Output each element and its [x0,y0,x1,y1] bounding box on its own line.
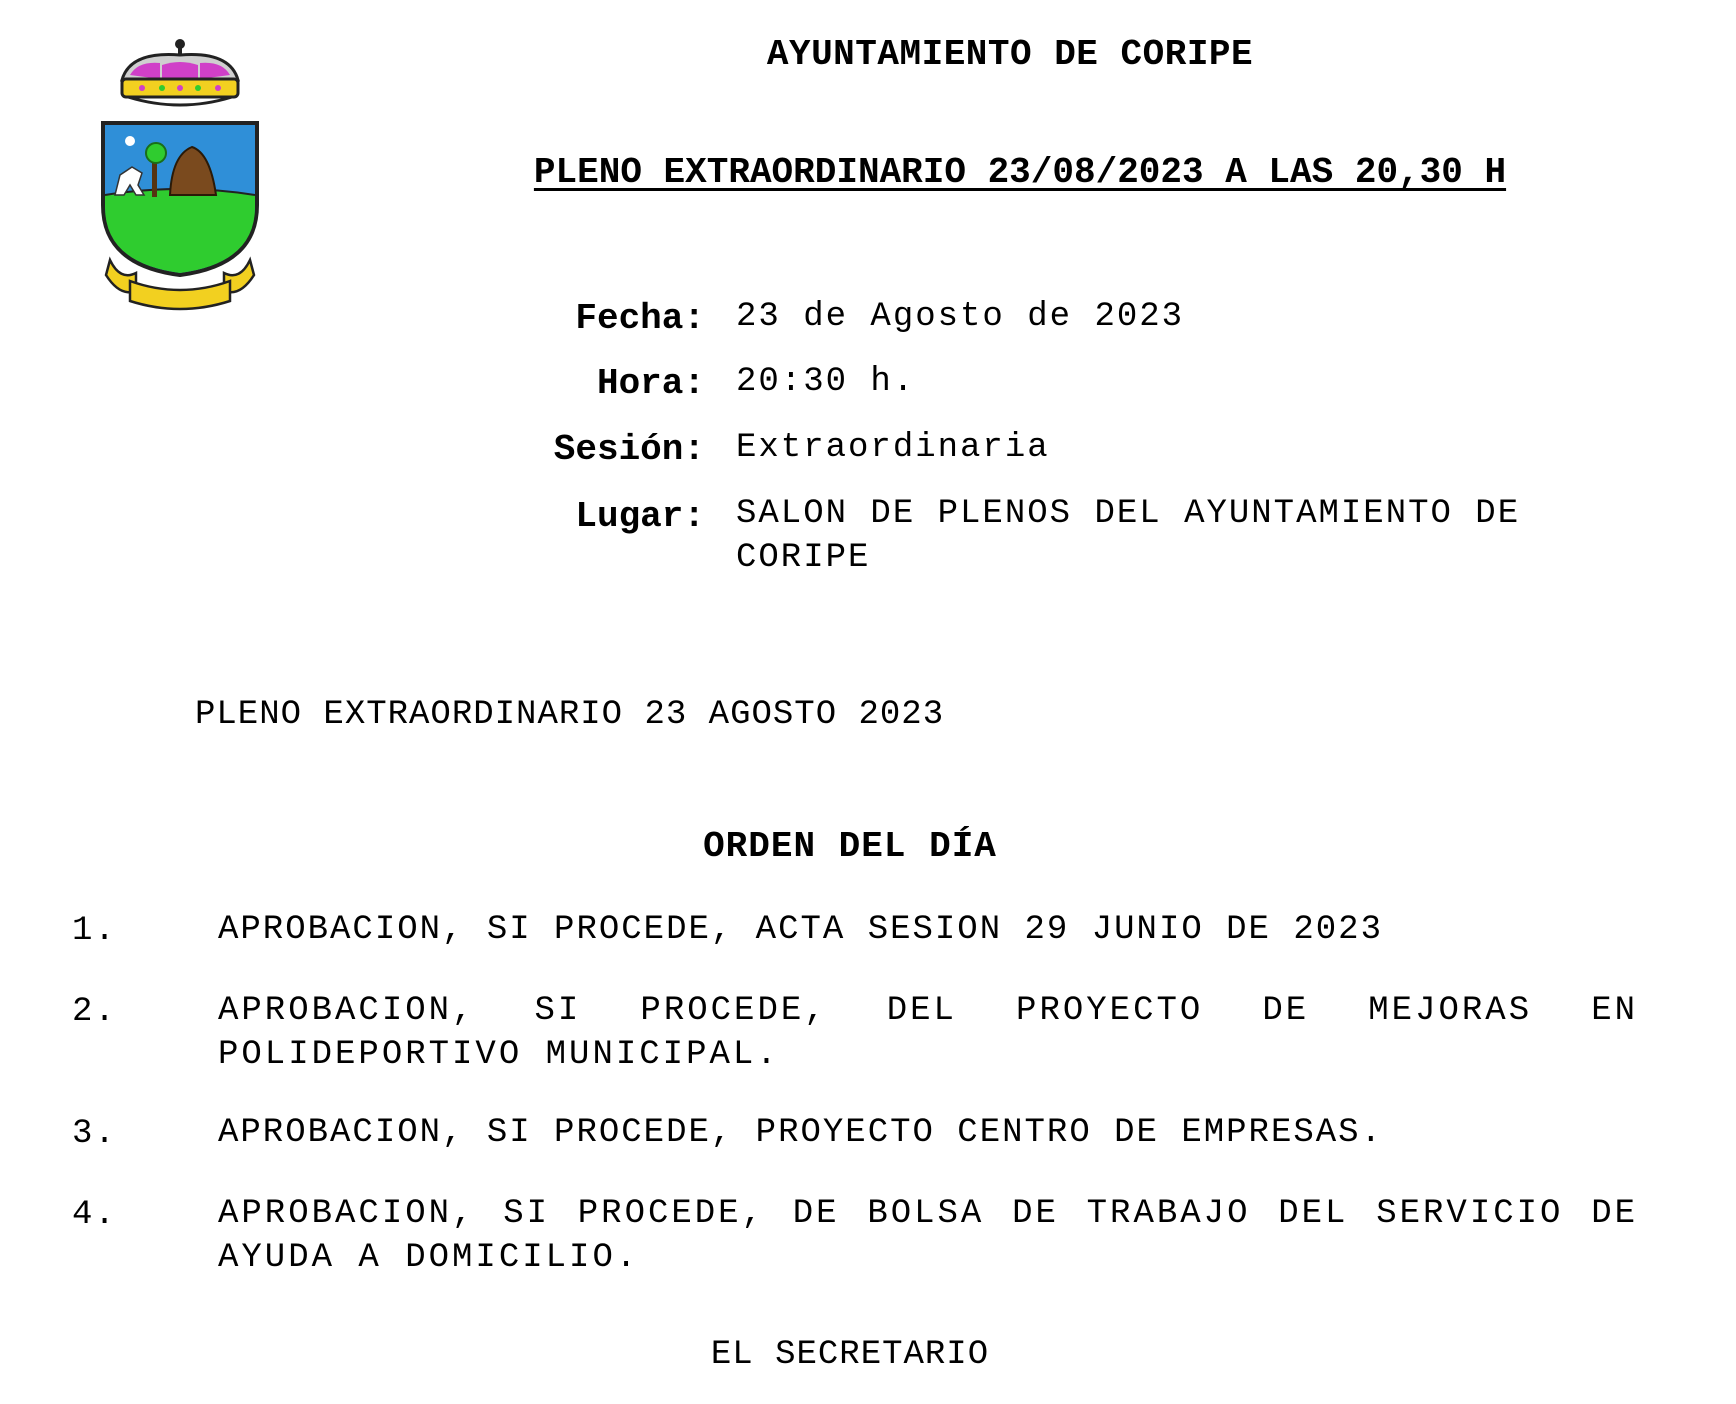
agenda-item-text: APROBACION, SI PROCEDE, ACTA SESION 29 JUNIO DE 2023 [218,911,1383,949]
signature-line: EL SECRETARIO [710,1336,990,1374]
agenda-item-number: 3. [72,1115,117,1153]
agenda-item-text: APROBACION, SI PROCEDE, DE BOLSA DE TRABAJO DEL SERVICIO DE AYUDA A DOMICILIO. [218,1195,1638,1277]
lugar-label: Lugar: [575,496,705,537]
fecha-value: 23 de Agosto de 2023 [736,298,1185,336]
agenda-item-number: 4. [72,1196,117,1234]
hora-value: 20:30 h. [736,363,916,401]
lugar-value: SALON DE PLENOS DEL AYUNTAMIENTO DE CORIPE [736,495,1521,577]
shield-icon [103,123,257,275]
sesion-label: Sesión: [553,429,705,470]
agenda-item-number: 1. [72,912,117,950]
agenda-heading: ORDEN DEL DÍA [703,826,997,867]
document-subject: PLENO EXTRAORDINARIO 23 AGOSTO 2023 [195,696,945,734]
fecha-label: Fecha: [575,298,705,339]
session-title: PLENO EXTRAORDINARIO 23/08/2023 A LAS 20,30 H [533,152,1507,193]
agenda-item-text: APROBACION, SI PROCEDE, DEL PROYECTO DE MEJORAS EN POLIDEPORTIVO MUNICIPAL. [218,992,1638,1074]
town-heading: AYUNTAMIENTO DE CORIPE [766,34,1254,75]
agenda-item-number: 2. [72,993,117,1031]
agenda-item-text: APROBACION, SI PROCEDE, PROYECTO CENTRO DE EMPRESAS. [218,1114,1383,1152]
coat-of-arms-logo [100,35,260,313]
crown-icon [122,39,238,105]
sesion-value: Extraordinaria [736,429,1050,467]
hora-label: Hora: [596,363,705,404]
